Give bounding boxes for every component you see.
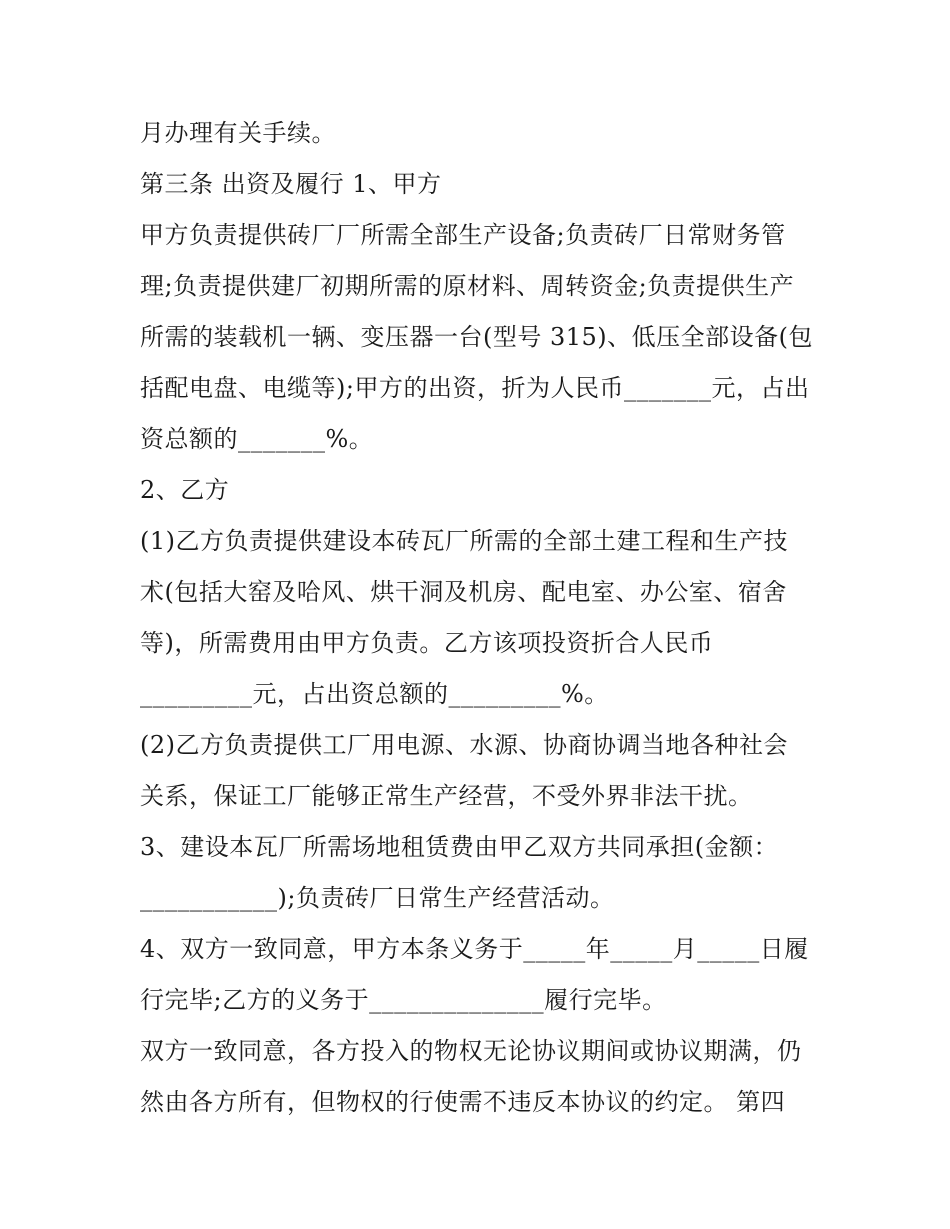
section-heading: 2、乙方 [140,476,230,504]
text-line: (1)乙方负责提供建设本砖瓦厂所需的全部土建工程和生产技 [140,527,788,555]
text-line: 行完毕;乙方的义务于______________履行完毕。 [140,986,667,1014]
text-line: 月办理有关手续。 [140,119,336,147]
text-line: ___________);负责砖厂日常生产经营活动。 [140,884,615,912]
document-body [140,108,840,1128]
text-line: 然由各方所有，但物权的行使需不违反本协议的约定。 第四 [140,1088,786,1116]
text-line: (2)乙方负责提供工厂用电源、水源、协商协调当地各种社会 [140,731,788,759]
text-line: 资总额的_______%。 [140,425,374,453]
text-line: 括配电盘、电缆等);甲方的出资，折为人民币_______元，占出 [140,374,810,402]
text-line: 理;负责提供建厂初期所需的原材料、周转资金;负责提供生产 [140,272,795,300]
text-line: 术(包括大窑及哈风、烘干洞及机房、配电室、办公室、宿舍 [140,578,787,606]
text-line: 4、双方一致同意，甲方本条义务于_____年_____月_____日履 [140,935,809,963]
text-line: 甲方负责提供砖厂厂所需全部生产设备;负责砖厂日常财务管 [140,221,786,249]
article-heading: 第三条 出资及履行 1、甲方 [140,170,442,198]
text-line: 双方一致同意，各方投入的物权无论协议期间或协议期满，仍 [140,1037,802,1065]
text-line: 关系，保证工厂能够正常生产经营，不受外界非法干扰。 [140,782,753,810]
text-line: 所需的装载机一辆、变压器一台(型号 315)、低压全部设备(包 [140,323,814,351]
text-line: 3、建设本瓦厂所需场地租赁费由甲乙双方共同承担(金额： [140,833,779,861]
text-line: _________元，占出资总额的_________%。 [140,680,609,708]
text-line: 等)，所需费用由甲方负责。乙方该项投资折合人民币 [140,629,714,657]
